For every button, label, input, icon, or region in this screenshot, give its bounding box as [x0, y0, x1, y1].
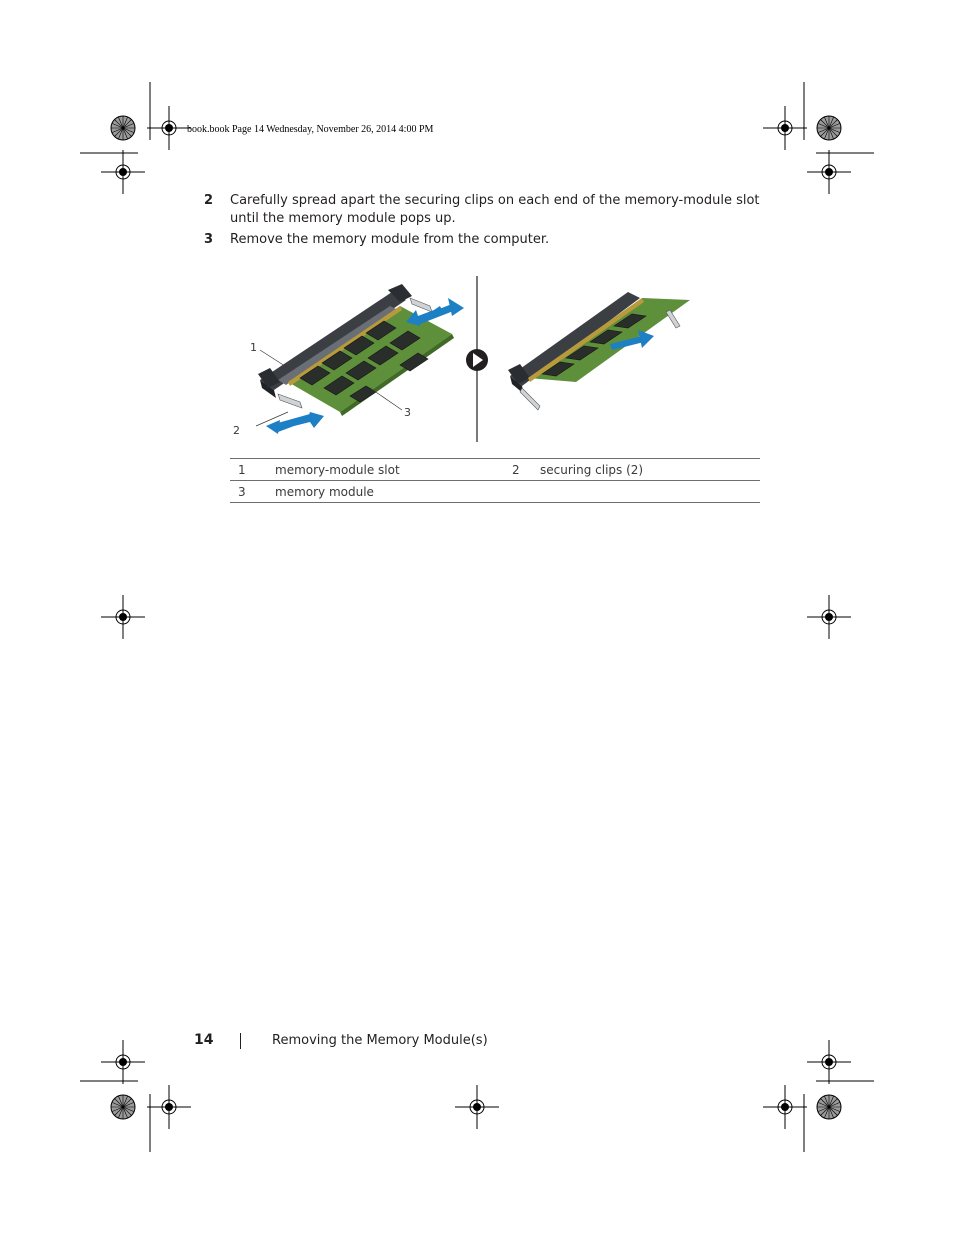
step-number: 3 — [204, 232, 214, 247]
left-panel-illustration — [256, 284, 464, 434]
table-row — [230, 459, 760, 481]
legend-label: memory-module slot — [275, 462, 400, 477]
callout-2: 2 — [233, 424, 240, 437]
legend-label: memory module — [275, 484, 374, 499]
step-text-line: Carefully spread apart the securing clips on each end of the memory-module slot — [230, 193, 760, 208]
legend-number: 1 — [238, 462, 246, 477]
footer-section-title: Removing the Memory Module(s) — [272, 1033, 488, 1048]
callout-3: 3 — [404, 406, 411, 419]
legend-number — [512, 481, 540, 503]
step-text-line: until the memory module pops up. — [230, 211, 456, 226]
memory-module-removal-illustration — [230, 270, 710, 450]
step-text: Remove the memory module from the computer. — [230, 232, 550, 247]
callout-1: 1 — [250, 341, 257, 354]
legend-number: 3 — [238, 484, 246, 499]
legend-label — [540, 481, 760, 503]
print-slug: book.book Page 14 Wednesday, November 26, 2014 4:00 PM — [187, 124, 434, 135]
footer-separator — [240, 1033, 241, 1049]
callout-legend-table — [230, 458, 760, 503]
right-panel-illustration — [508, 292, 690, 410]
step-number: 2 — [204, 193, 214, 208]
legend-label: securing clips (2) — [540, 462, 644, 477]
table-row — [230, 481, 760, 503]
legend-number: 2 — [512, 462, 520, 477]
step-text — [230, 192, 770, 228]
page-number: 14 — [194, 1032, 214, 1048]
